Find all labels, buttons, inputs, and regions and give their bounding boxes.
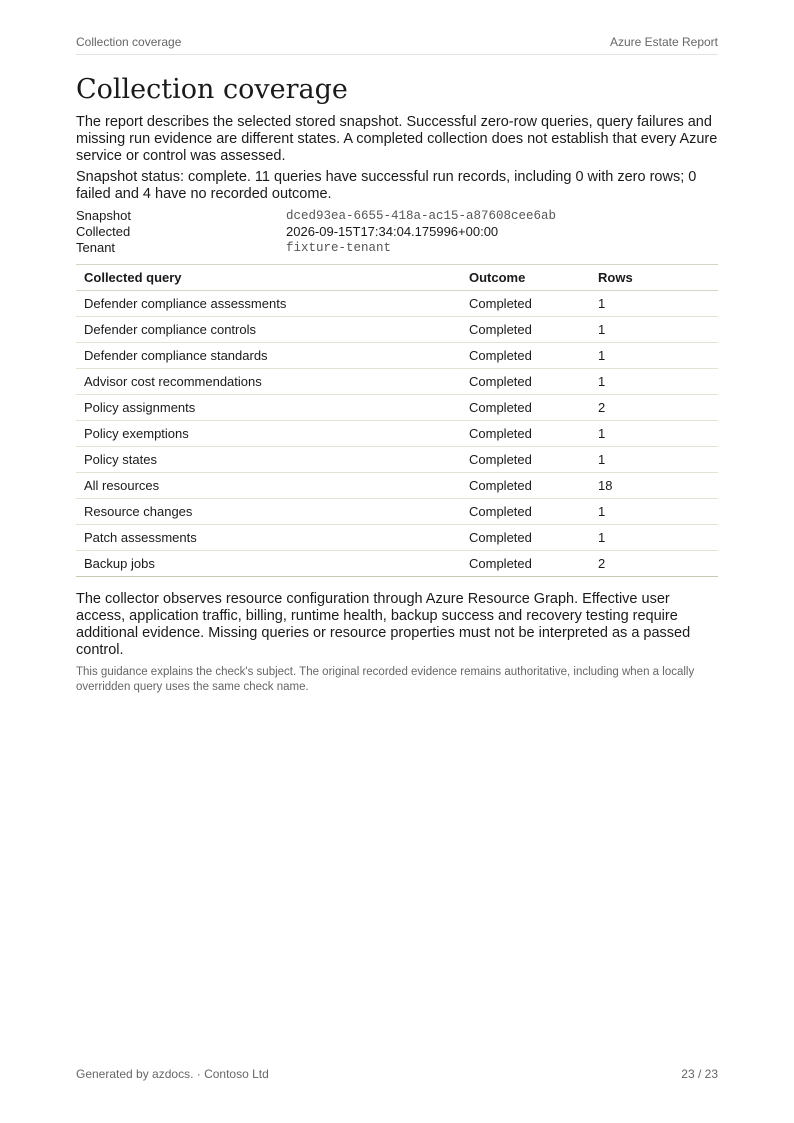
- outcome-cell: Completed: [461, 421, 590, 447]
- rows-cell: 1: [590, 291, 718, 317]
- rows-cell: 1: [590, 421, 718, 447]
- rows-cell: 1: [590, 499, 718, 525]
- table-row: [76, 447, 718, 473]
- column-header-query: Collected query: [76, 265, 461, 291]
- table-row: [76, 395, 718, 421]
- table-row: [76, 343, 718, 369]
- outcome-cell: Completed: [461, 447, 590, 473]
- header-section-title: Collection coverage: [76, 35, 182, 49]
- query-cell: Policy assignments: [76, 395, 461, 421]
- status-paragraph: Snapshot status: complete. 11 queries have successful run records, including 0 with zero rows; 0 failed and 4 have no recorded outcome.: [76, 169, 697, 202]
- table-row: [76, 525, 718, 551]
- page-content: [76, 74, 718, 695]
- outcome-cell: Completed: [461, 395, 590, 421]
- outcome-cell: Completed: [461, 369, 590, 395]
- query-cell: Policy states: [76, 447, 461, 473]
- query-cell: Defender compliance assessments: [76, 291, 461, 317]
- header-report-title: Azure Estate Report: [609, 35, 718, 49]
- query-cell: Patch assessments: [76, 525, 461, 551]
- coverage-table: [76, 264, 718, 577]
- guidance-note: This guidance explains the check's subject. The original recorded evidence remains authoritative, including when a locally overridden query uses the same check name.: [76, 666, 695, 693]
- page-title: Collection coverage: [76, 74, 348, 105]
- outcome-cell: Completed: [461, 499, 590, 525]
- rows-cell: 18: [590, 473, 718, 499]
- tenant-value: fixture-tenant: [286, 241, 392, 255]
- footer-generator: Generated by azdocs. · Contoso Ltd: [76, 1067, 269, 1081]
- rows-cell: 2: [590, 395, 718, 421]
- table-row: [76, 421, 718, 447]
- query-cell: Advisor cost recommendations: [76, 369, 461, 395]
- query-cell: Policy exemptions: [76, 421, 461, 447]
- snapshot-value: dced93ea-6655-418a-ac15-a87608cee6ab: [286, 209, 557, 223]
- collected-value: 2026-09-15T17:34:04.175996+00:00: [286, 224, 499, 239]
- rows-cell: 1: [590, 447, 718, 473]
- outcome-cell: Completed: [461, 343, 590, 369]
- query-cell: Resource changes: [76, 499, 461, 525]
- collected-label: Collected: [76, 224, 131, 239]
- running-header: [76, 35, 718, 55]
- table-row: [76, 291, 718, 317]
- query-cell: Backup jobs: [76, 551, 461, 577]
- table-row: [76, 551, 718, 577]
- outcome-cell: Completed: [461, 525, 590, 551]
- running-footer: [76, 1067, 718, 1081]
- collector-limitations-paragraph: The collector observes resource configuration through Azure Resource Graph. Effective user access, application traffic, billing, runtime health, backup success and recovery testing require additional evidence. Missing queries or resource properties must not be interpreted as a passed control.: [76, 591, 691, 658]
- table-row: [76, 473, 718, 499]
- column-header-rows: Rows: [590, 265, 718, 291]
- query-cell: All resources: [76, 473, 461, 499]
- snapshot-label: Snapshot: [76, 208, 131, 223]
- table-header-row: [76, 265, 718, 291]
- page-number: 23 / 23: [681, 1067, 718, 1081]
- outcome-cell: Completed: [461, 291, 590, 317]
- table-row: [76, 499, 718, 525]
- outcome-cell: Completed: [461, 473, 590, 499]
- rows-cell: 2: [590, 551, 718, 577]
- table-row: [76, 317, 718, 343]
- query-cell: Defender compliance controls: [76, 317, 461, 343]
- rows-cell: 1: [590, 369, 718, 395]
- outcome-cell: Completed: [461, 317, 590, 343]
- outcome-cell: Completed: [461, 551, 590, 577]
- intro-paragraph: The report describes the selected stored snapshot. Successful zero-row queries, query failures and missing run evidence are different states. A completed collection does not establish that every Azure service or control was assessed.: [76, 114, 718, 164]
- query-cell: Defender compliance standards: [76, 343, 461, 369]
- tenant-label: Tenant: [76, 240, 116, 255]
- column-header-outcome: Outcome: [461, 265, 590, 291]
- rows-cell: 1: [590, 343, 718, 369]
- rows-cell: 1: [590, 525, 718, 551]
- table-row: [76, 369, 718, 395]
- rows-cell: 1: [590, 317, 718, 343]
- snapshot-metadata: [76, 208, 718, 256]
